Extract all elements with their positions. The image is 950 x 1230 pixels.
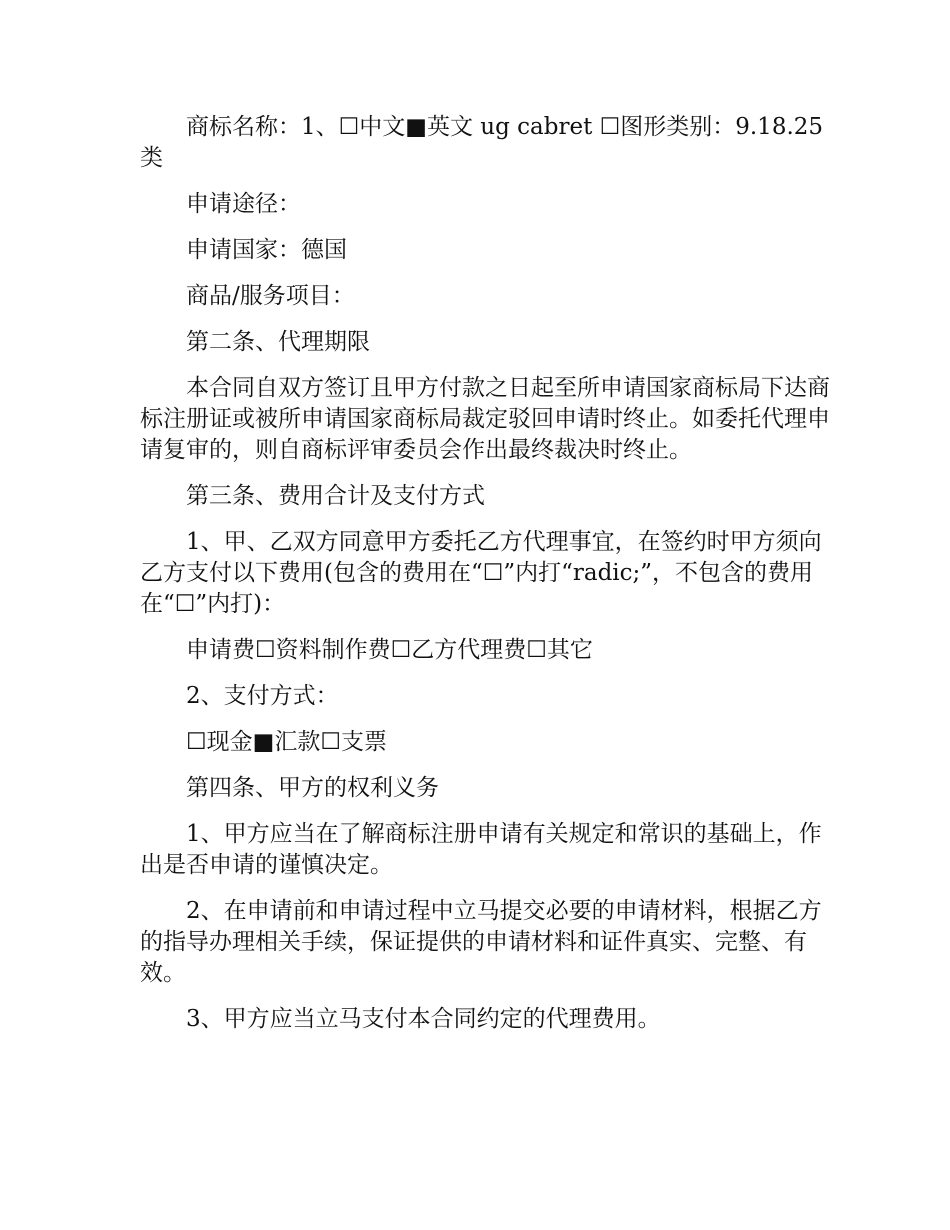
application-country-line: 申请国家：德国	[186, 237, 347, 263]
trademark-name-line: 商标名称：1、☐中文■英文 ug cabret ☐图形类别：9.18.25类	[140, 114, 824, 171]
article-four-clause-three: 3、甲方应当立马支付本合同约定的代理费用。	[186, 1006, 661, 1032]
article-four-clause-two: 2、在申请前和申请过程中立马提交必要的申请材料，根据乙方的指导办理相关手续，保证提供的申请材料和证件真实、完整、有效。	[140, 898, 822, 986]
article-four-heading: 第四条、甲方的权利义务	[186, 775, 439, 801]
fee-items-line: 申请费☐资料制作费☐乙方代理费☐其它	[186, 637, 593, 663]
document-body	[140, 112, 830, 1050]
payment-options-line: ☐现金■汇款☐支票	[186, 729, 387, 755]
article-two-body: 本合同自双方签订且甲方付款之日起至所申请国家商标局下达商标注册证或被所申请国家商标局裁定驳回申请时终止。如委托代理申请复审的，则自商标评审委员会作出最终裁决时终止。	[140, 375, 830, 463]
article-two-heading: 第二条、代理期限	[186, 329, 370, 355]
article-four-clause-one: 1、甲方应当在了解商标注册申请有关规定和常识的基础上，作出是否申请的谨慎决定。	[140, 821, 822, 878]
application-route-line: 申请途径：	[186, 191, 301, 217]
goods-services-line: 商品/服务项目：	[186, 283, 355, 309]
article-three-heading: 第三条、费用合计及支付方式	[186, 483, 485, 509]
payment-method-label: 2、支付方式：	[186, 683, 339, 709]
article-three-clause-one: 1、甲、乙双方同意甲方委托乙方代理事宜，在签约时甲方须向乙方支付以下费用(包含的费用在“☐”内打“radic;”，不包含的费用在“☐”内打)：	[140, 529, 822, 617]
